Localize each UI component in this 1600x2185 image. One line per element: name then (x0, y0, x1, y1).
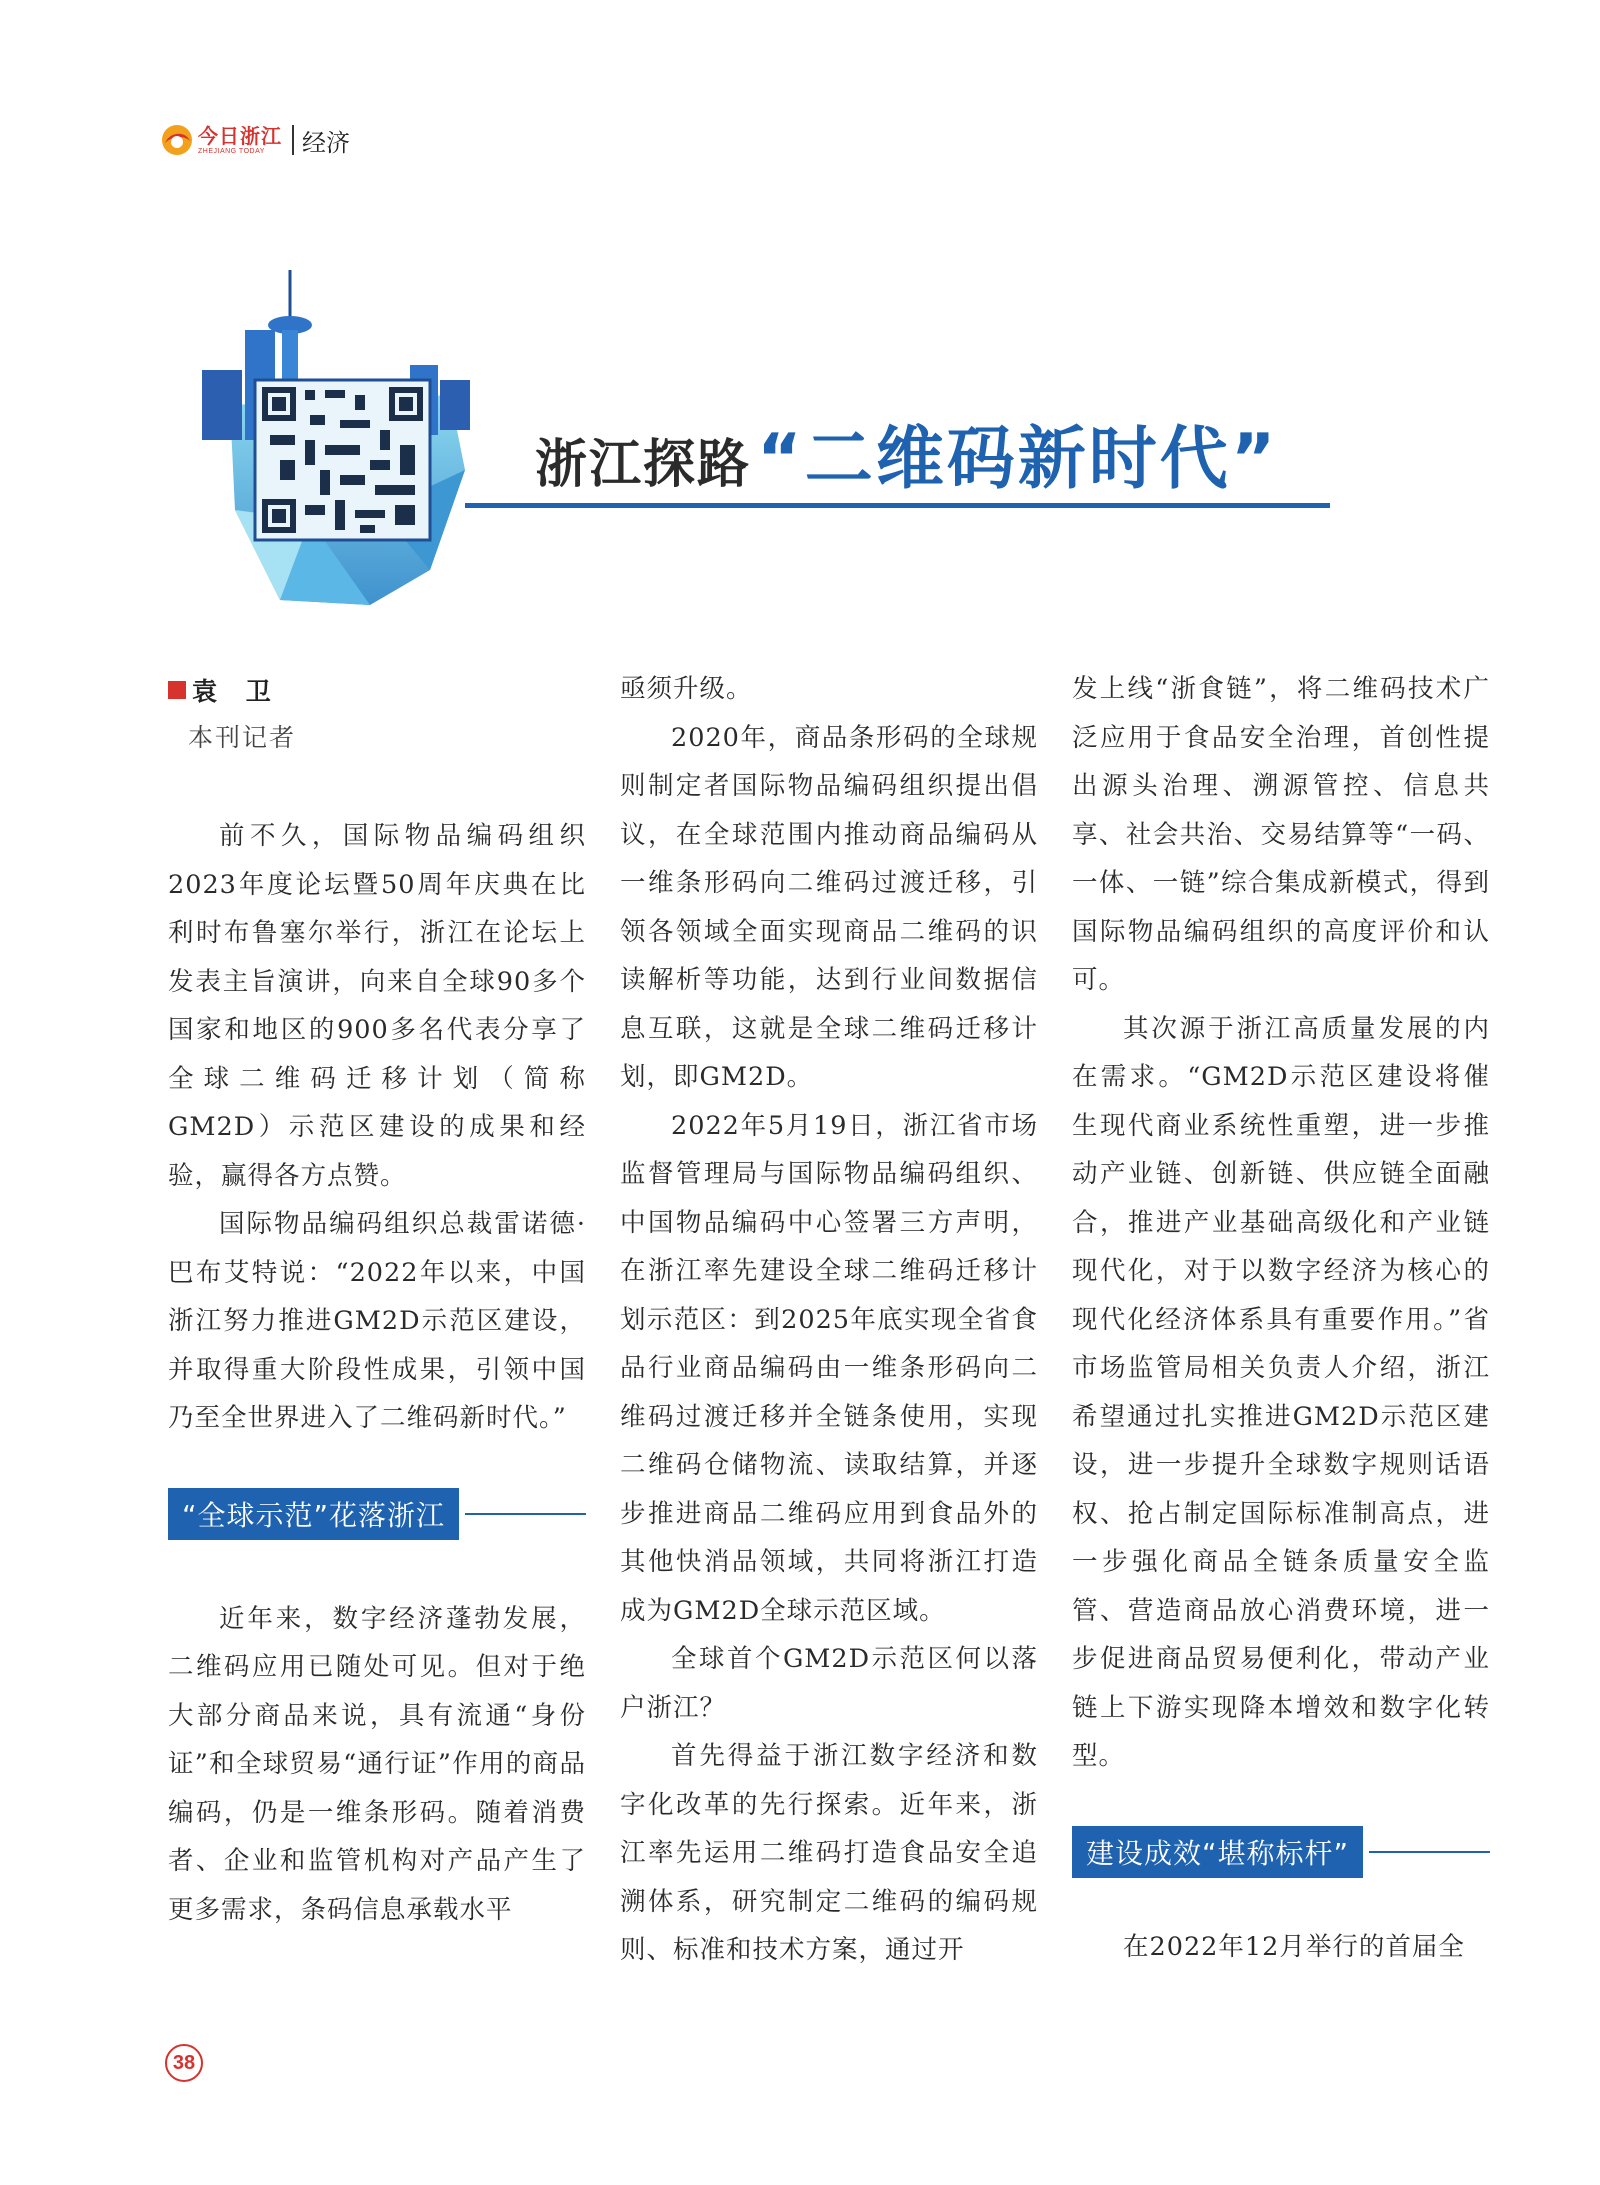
article-headline (535, 405, 1278, 502)
paragraph: 2022年5月19日，浙江省市场监督管理局与国际物品编码组织、中国物品编码中心签署三方声明，在浙江率先建设全球二维码迁移计划示范区：到2025年底实现全省食品行业商品编码由一维条形码向二维码过渡迁移并全链条使用，实现二维码仓储物流、读取结算，并逐步推进商品二维码应用到食品外的其他快消品领域，共同将浙江打造成为GM2D全球示范区域。 (620, 1110, 1038, 1626)
article-column-1 (168, 812, 586, 1934)
paragraph: 首先得益于浙江数字经济和数字化改革的先行探索。近年来，浙江率先运用二维码打造食品安全追溯体系，研究制定二维码的编码规则、标准和技术方案，通过开 (620, 1741, 1038, 1965)
author-name: 袁 卫 (192, 677, 281, 706)
paragraph: 全球首个GM2D示范区何以落户浙江？ (620, 1644, 1038, 1723)
header-divider (292, 125, 294, 155)
headline-underline (465, 503, 1330, 508)
page-number: 38 (165, 2044, 203, 2082)
subheading-label: 建设成效“堪称标杆” (1072, 1826, 1363, 1878)
headline-emphasis: “二维码新时代” (757, 420, 1279, 499)
article-column-2 (620, 665, 1038, 1975)
qr-island-illustration (200, 270, 490, 610)
subheading-label: “全球示范”花落浙江 (168, 1488, 459, 1540)
paragraph: 前不久，国际物品编码组织2023年度论坛暨50周年庆典在比利时布鲁塞尔举行，浙江在论坛上发表主旨演讲，向来自全球90多个国家和地区的900多名代表分享了全球二维码迁移计划（简称GM2D）示范区建设的成果和经验，赢得各方点赞。 (168, 821, 586, 1191)
subheading-rule (1369, 1851, 1490, 1853)
subheading-1 (168, 1488, 586, 1540)
section-label: 经济 (302, 128, 350, 157)
paragraph: 其次源于浙江高质量发展的内在需求。“GM2D示范区建设将催生现代商业系统性重塑，进一步推动产业链、创新链、供应链全面融合，推进产业基础高级化和产业链现代化，对于以数字经济为核心的现代化经济体系具有重要作用。”省市场监管局相关负责人介绍，浙江希望通过扎实推进GM2D示范区建设，进一步提升全球数字规则话语权、抢占制定国际标准制高点，进一步强化商品全链条质量安全监管、营造商品放心消费环境，进一步促进商品贸易便利化，带动产业链上下游实现降本增效和数字化转型。 (1072, 1013, 1490, 1771)
brand-name-en: ZHEJIANG TODAY (198, 147, 265, 155)
byline (168, 672, 296, 754)
paragraph: 2020年，商品条形码的全球规则制定者国际物品编码组织提出倡议，在全球范围内推动商品编码从一维条形码向二维码过渡迁移，引领各领域全面实现商品二维码的识读解析等功能，达到行业间数据信息互联，这就是全球二维码迁移计划，即GM2D。 (620, 722, 1038, 1092)
paragraph: 在2022年12月举行的首届全 (1123, 1931, 1465, 1962)
subheading-2 (1072, 1826, 1490, 1878)
subheading-rule (465, 1513, 586, 1515)
magazine-header (160, 118, 350, 162)
paragraph: 近年来，数字经济蓬勃发展，二维码应用已随处可见。但对于绝大部分商品来说，具有流通“身份证”和全球贸易“通行证”作用的商品编码，仍是一维条形码。随着消费者、企业和监管机构对产品产生了更多需求，条码信息承载水平 (168, 1603, 586, 1925)
red-square-marker (168, 681, 186, 699)
paragraph: 亟须升级。 (620, 674, 753, 704)
brand-logo (198, 123, 282, 155)
paragraph: 国际物品编码组织总裁雷诺德·巴布艾特说：“2022年以来，中国浙江努力推进GM2D示范区建设，并取得重大阶段性成果，引领中国乃至全世界进入了二维码新时代。” (168, 1209, 586, 1433)
author-line (168, 672, 296, 708)
author-role: 本刊记者 (188, 723, 297, 752)
sun-logo-icon (160, 123, 194, 157)
headline-prefix: 浙江探路 (535, 434, 752, 495)
brand-name-cn: 今日浙江 (198, 123, 282, 148)
paragraph: 发上线“浙食链”，将二维码技术广泛应用于食品安全治理，首创性提出源头治理、溯源管控、信息共享、社会共治、交易结算等“一码、一体、一链”综合集成新模式，得到国际物品编码组织的高度评价和认可。 (1072, 674, 1490, 995)
article-column-3 (1072, 665, 1490, 1971)
